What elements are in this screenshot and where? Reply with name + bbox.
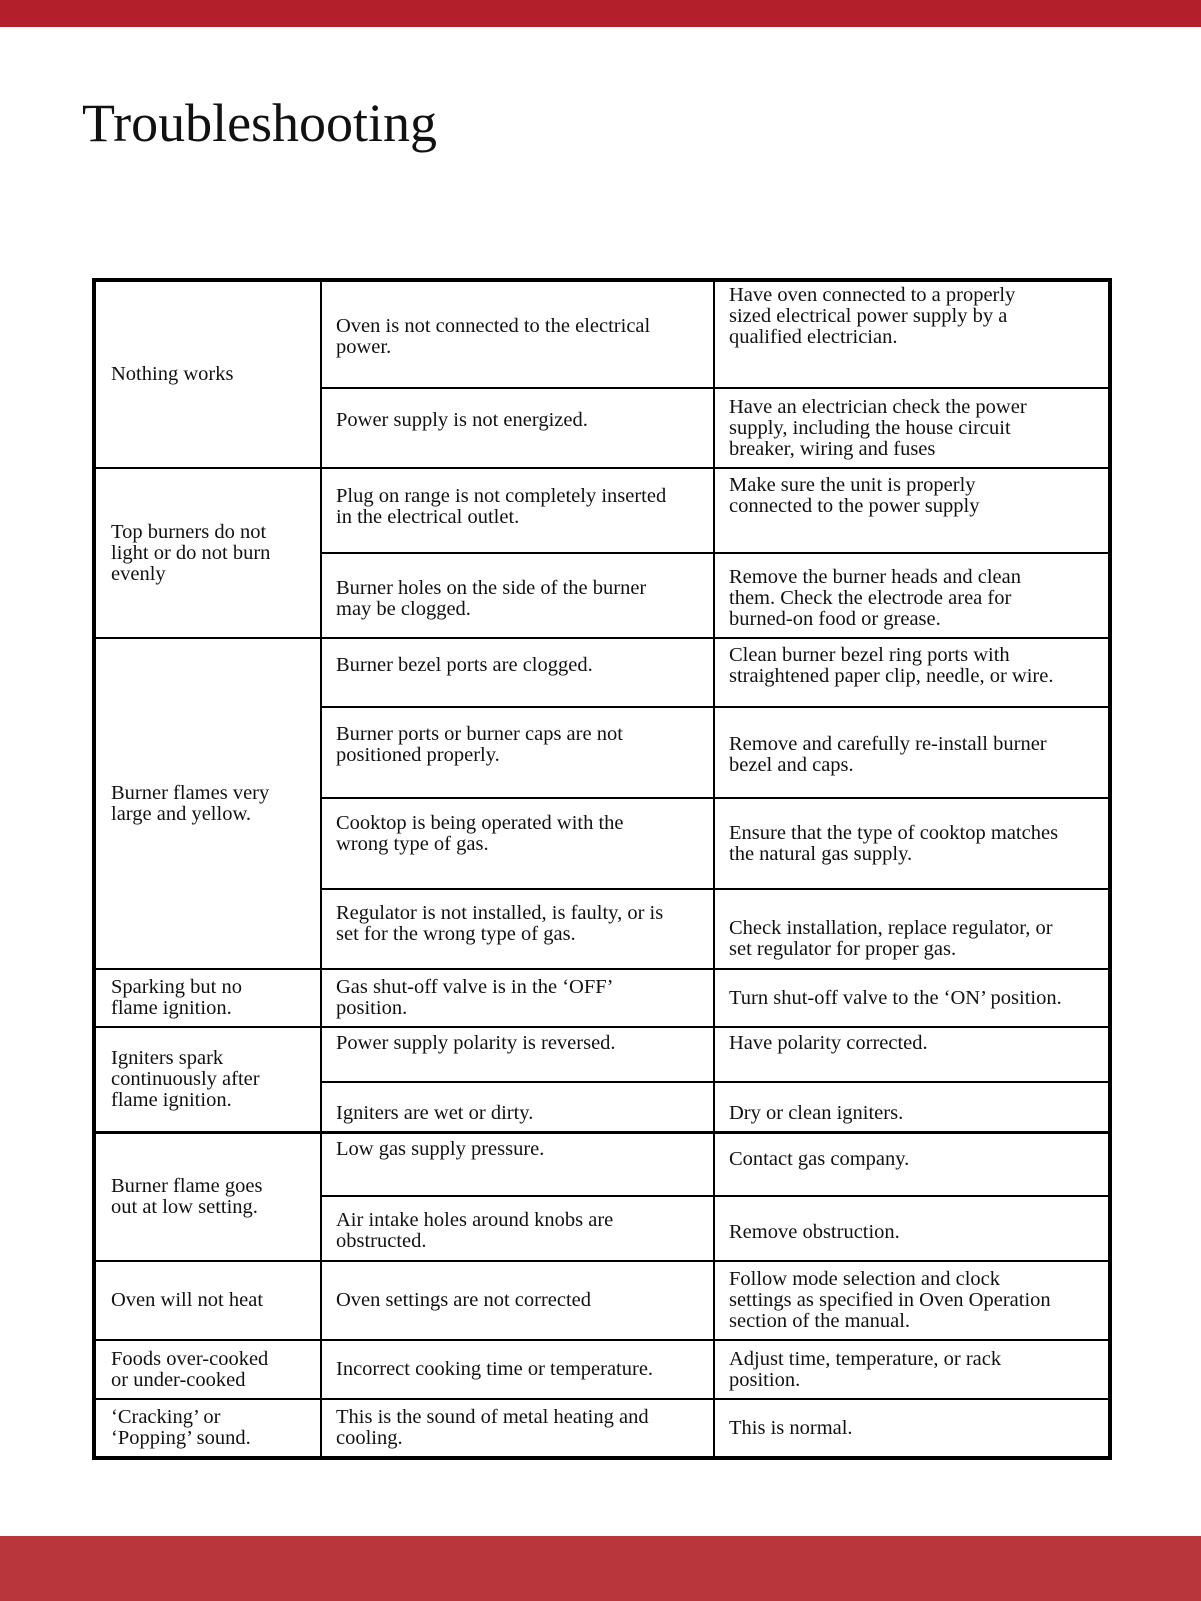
problem-text: light or do not burn bbox=[111, 541, 271, 564]
problem-cell bbox=[94, 1340, 321, 1399]
problem-text: Nothing works bbox=[111, 363, 234, 385]
problem-text: Burner flame goes bbox=[111, 1174, 263, 1197]
cause-text: position. bbox=[336, 997, 408, 1019]
problem-text: continuously after bbox=[111, 1067, 260, 1090]
problem-text: out at low setting. bbox=[111, 1195, 258, 1218]
solution-cell bbox=[714, 707, 1110, 798]
solution-cell bbox=[714, 1340, 1110, 1399]
cause-text: Plug on range is not completely inserted bbox=[336, 485, 667, 507]
cause-text: Burner bezel ports are clogged. bbox=[336, 654, 593, 676]
cause-text: Air intake holes around knobs are bbox=[336, 1209, 614, 1231]
solution-text: breaker, wiring and fuses bbox=[729, 438, 936, 460]
cause-text: obstructed. bbox=[336, 1230, 427, 1252]
solution-text: Have oven connected to a properly bbox=[729, 284, 1016, 306]
problem-cell bbox=[94, 638, 321, 969]
cause-cell bbox=[321, 638, 714, 707]
table-row bbox=[94, 1027, 1110, 1082]
solution-text: Adjust time, temperature, or rack bbox=[729, 1347, 1002, 1370]
table-row bbox=[94, 1132, 1110, 1196]
problem-cell bbox=[94, 280, 321, 468]
cause-cell bbox=[321, 1027, 714, 1082]
cause-text: positioned properly. bbox=[336, 744, 500, 766]
solution-cell bbox=[714, 969, 1110, 1027]
problem-cell bbox=[94, 1261, 321, 1340]
cause-text: Power supply is not energized. bbox=[336, 409, 588, 431]
problem-text: Igniters spark bbox=[111, 1046, 224, 1069]
cause-text: cooling. bbox=[336, 1427, 403, 1449]
solution-cell bbox=[714, 1399, 1110, 1458]
solution-text: set regulator for proper gas. bbox=[729, 938, 957, 960]
top-accent-bar bbox=[0, 0, 1201, 27]
solution-cell bbox=[714, 1082, 1110, 1132]
cause-text: Oven is not connected to the electrical bbox=[336, 315, 651, 337]
solution-text: bezel and caps. bbox=[729, 754, 854, 776]
cause-cell bbox=[321, 707, 714, 798]
bottom-accent-bar bbox=[0, 1536, 1201, 1601]
solution-cell bbox=[714, 1027, 1110, 1082]
problem-text: large and yellow. bbox=[111, 802, 252, 825]
solution-text: Remove the burner heads and clean bbox=[729, 566, 1022, 588]
problem-text: Burner flames very bbox=[111, 781, 270, 804]
solution-text: supply, including the house circuit bbox=[729, 417, 1011, 439]
solution-text: Have polarity corrected. bbox=[729, 1032, 928, 1054]
problem-cell bbox=[94, 1132, 321, 1261]
solution-cell bbox=[714, 553, 1110, 638]
cause-text: Incorrect cooking time or temperature. bbox=[336, 1358, 654, 1380]
cause-text: This is the sound of metal heating and bbox=[336, 1406, 649, 1428]
problem-text: flame ignition. bbox=[111, 1088, 232, 1111]
solution-text: connected to the power supply bbox=[729, 495, 980, 517]
problem-text: Foods over-cooked bbox=[111, 1347, 269, 1370]
solution-text: position. bbox=[729, 1368, 801, 1391]
solution-text: the natural gas supply. bbox=[729, 843, 913, 865]
solution-text: burned-on food or grease. bbox=[729, 608, 941, 630]
problem-cell bbox=[94, 969, 321, 1027]
cause-text: Burner holes on the side of the burner bbox=[336, 577, 647, 599]
solution-cell bbox=[714, 1261, 1110, 1340]
problem-text: flame ignition. bbox=[111, 997, 232, 1019]
table-row bbox=[94, 969, 1110, 1027]
solution-cell bbox=[714, 798, 1110, 889]
problem-text: ‘Popping’ sound. bbox=[111, 1427, 251, 1449]
solution-text: Dry or clean igniters. bbox=[729, 1101, 904, 1124]
cause-cell bbox=[321, 1399, 714, 1458]
cause-text: Oven settings are not corrected bbox=[336, 1289, 592, 1311]
page-title: Troubleshooting bbox=[82, 93, 438, 153]
cause-cell bbox=[321, 889, 714, 969]
solution-text: sized electrical power supply by a bbox=[729, 305, 1008, 327]
cause-text: Igniters are wet or dirty. bbox=[336, 1101, 534, 1124]
solution-cell bbox=[714, 638, 1110, 707]
solution-text: Ensure that the type of cooktop matches bbox=[729, 822, 1059, 844]
table-row bbox=[94, 1399, 1110, 1458]
table-row bbox=[94, 468, 1110, 553]
solution-text: Check installation, replace regulator, or bbox=[729, 917, 1053, 939]
solution-cell bbox=[714, 280, 1110, 388]
solution-cell bbox=[714, 889, 1110, 969]
cause-cell bbox=[321, 1132, 714, 1196]
cause-text: power. bbox=[336, 336, 392, 358]
troubleshooting-table bbox=[92, 278, 1112, 1460]
cause-text: Low gas supply pressure. bbox=[336, 1137, 545, 1160]
solution-text: Remove and carefully re-install burner bbox=[729, 733, 1047, 755]
table-row bbox=[94, 1261, 1110, 1340]
cause-text: in the electrical outlet. bbox=[336, 506, 520, 528]
problem-text: Oven will not heat bbox=[111, 1289, 264, 1311]
solution-text: Contact gas company. bbox=[729, 1147, 910, 1170]
solution-cell bbox=[714, 388, 1110, 468]
solution-text: Remove obstruction. bbox=[729, 1221, 900, 1243]
cause-text: Power supply polarity is reversed. bbox=[336, 1032, 616, 1054]
solution-text: qualified electrician. bbox=[729, 326, 898, 348]
cause-cell bbox=[321, 388, 714, 468]
solution-text: Follow mode selection and clock bbox=[729, 1268, 1000, 1290]
solution-text: Clean burner bezel ring ports with bbox=[729, 644, 1010, 666]
solution-cell bbox=[714, 1196, 1110, 1261]
problem-cell bbox=[94, 1399, 321, 1458]
solution-cell bbox=[714, 1132, 1110, 1196]
solution-text: Turn shut-off valve to the ‘ON’ position. bbox=[729, 986, 1062, 1009]
problem-cell bbox=[94, 468, 321, 638]
problem-text: Top burners do not bbox=[111, 520, 267, 543]
cause-cell bbox=[321, 1340, 714, 1399]
table-row bbox=[94, 1340, 1110, 1399]
cause-cell bbox=[321, 969, 714, 1027]
cause-cell bbox=[321, 468, 714, 553]
cause-text: Cooktop is being operated with the bbox=[336, 812, 624, 834]
problem-text: Sparking but no bbox=[111, 976, 242, 998]
solution-cell bbox=[714, 468, 1110, 553]
table-row bbox=[94, 280, 1110, 388]
cause-text: set for the wrong type of gas. bbox=[336, 923, 576, 945]
solution-text: section of the manual. bbox=[729, 1310, 911, 1332]
cause-text: Gas shut-off valve is in the ‘OFF’ bbox=[336, 976, 614, 998]
solution-text: Make sure the unit is properly bbox=[729, 474, 976, 496]
problem-text: or under-cooked bbox=[111, 1368, 246, 1391]
cause-cell bbox=[321, 1261, 714, 1340]
solution-text: Have an electrician check the power bbox=[729, 396, 1027, 418]
cause-text: wrong type of gas. bbox=[336, 833, 489, 855]
cause-cell bbox=[321, 798, 714, 889]
cause-text: Regulator is not installed, is faulty, or is bbox=[336, 902, 664, 924]
problem-text: ‘Cracking’ or bbox=[111, 1406, 221, 1428]
cause-text: Burner ports or burner caps are not bbox=[336, 723, 623, 745]
table-row bbox=[94, 638, 1110, 707]
solution-text: settings as specified in Oven Operation bbox=[729, 1289, 1051, 1311]
solution-text: This is normal. bbox=[729, 1416, 853, 1439]
solution-text: them. Check the electrode area for bbox=[729, 587, 1012, 609]
cause-text: may be clogged. bbox=[336, 598, 471, 620]
solution-text: straightened paper clip, needle, or wire. bbox=[729, 665, 1054, 687]
cause-cell bbox=[321, 280, 714, 388]
problem-cell bbox=[94, 1027, 321, 1132]
cause-cell bbox=[321, 1082, 714, 1132]
cause-cell bbox=[321, 1196, 714, 1261]
problem-text: evenly bbox=[111, 562, 166, 585]
cause-cell bbox=[321, 553, 714, 638]
